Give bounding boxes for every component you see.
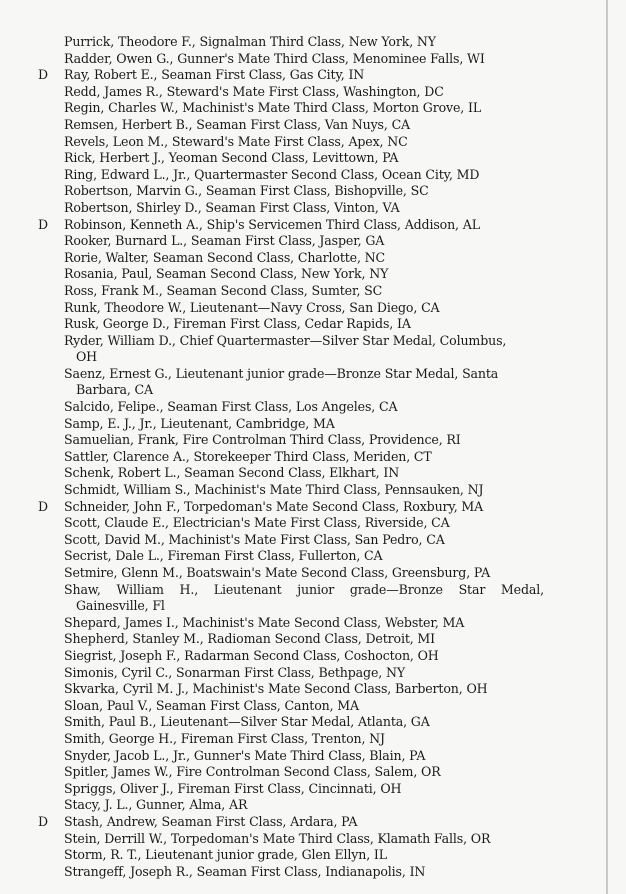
roster-entry-continuation: Barbara, CA	[76, 382, 153, 398]
roster-entry-text: Rusk, George D., Fireman First Class, Cedar Rapids, IA	[64, 316, 411, 332]
roster-entry	[0, 465, 600, 482]
roster-entry	[0, 283, 600, 300]
roster-entry-continuation: Gainesville, Fl	[76, 598, 165, 614]
roster-entry	[0, 266, 600, 283]
roster-entry-text: Rick, Herbert J., Yeoman Second Class, Levittown, PA	[64, 150, 399, 166]
roster-entry-text: Sloan, Paul V., Seaman First Class, Canton, MA	[64, 697, 359, 713]
page-edge-rule	[606, 0, 608, 894]
roster-entry-text: Smith, George H., Fireman First Class, Trenton, NJ	[64, 730, 385, 746]
deceased-marker: D	[38, 216, 48, 232]
roster-entry	[0, 84, 600, 101]
roster-entry-text: Spitler, James W., Fire Controlman Second Class, Salem, OR	[64, 764, 441, 780]
roster-entry-text: Salcido, Felipe., Seaman First Class, Los Angeles, CA	[64, 399, 398, 415]
roster-entry-text: Samuelian, Frank, Fire Controlman Third Class, Providence, RI	[64, 432, 461, 448]
roster-entry	[0, 648, 600, 665]
roster-entry-text: Robertson, Marvin G., Seaman First Class, Bishopville, SC	[64, 183, 429, 199]
roster-entry-text: Scott, David M., Machinist's Mate First Class, San Pedro, CA	[64, 531, 445, 547]
roster-entry-text: Stein, Derrill W., Torpedoman's Mate Third Class, Klamath Falls, OR	[64, 830, 491, 846]
roster-entry-text: Rorie, Walter, Seaman Second Class, Charlotte, NC	[64, 249, 386, 265]
roster-entry-text: Shaw, William H., Lieutenant junior grade—Bronze Star Medal,	[64, 581, 544, 597]
deceased-marker: D	[38, 67, 48, 83]
roster-entry-text: Shepard, James I., Machinist's Mate Second Class, Webster, MA	[64, 614, 465, 630]
roster-entry-text: Saenz, Ernest G., Lieutenant junior grade—Bronze Star Medal, Santa	[64, 365, 499, 381]
roster-entry-text: Rooker, Burnard L., Seaman First Class, Jasper, GA	[64, 233, 385, 249]
roster-entry	[0, 565, 600, 582]
roster-entry	[0, 797, 600, 814]
deceased-marker: D	[38, 813, 48, 829]
roster-entry-continuation: OH	[76, 349, 98, 365]
roster-entry-text: Siegrist, Joseph F., Radarman Second Class, Coshocton, OH	[64, 647, 439, 663]
roster-entry-text: Ross, Frank M., Seaman Second Class, Sumter, SC	[64, 282, 383, 298]
roster-entry-text: Purrick, Theodore F., Signalman Third Class, New York, NY	[64, 34, 436, 49]
roster-entry	[0, 631, 600, 648]
roster-entry	[0, 582, 600, 615]
crew-roster-list	[0, 34, 600, 880]
roster-entry-text: Robinson, Kenneth A., Ship's Servicemen Third Class, Addison, AL	[64, 216, 480, 232]
roster-entry-text: Shepherd, Stanley M., Radioman Second Class, Detroit, MI	[64, 631, 436, 647]
roster-entry	[0, 432, 600, 449]
roster-entry	[0, 714, 600, 731]
roster-entry-text: Ryder, William D., Chief Quartermaster—Silver Star Medal, Columbus,	[64, 332, 507, 348]
roster-entry	[0, 150, 600, 167]
roster-entry-text: Revels, Leon M., Steward's Mate First Class, Apex, NC	[64, 133, 408, 149]
roster-entry	[0, 200, 600, 217]
roster-entry	[0, 781, 600, 798]
roster-entry-text: Runk, Theodore W., Lieutenant—Navy Cross, San Diego, CA	[64, 299, 440, 315]
roster-entry	[0, 300, 600, 317]
roster-entry	[0, 831, 600, 848]
roster-entry-text: Simonis, Cyril C., Sonarman First Class, Bethpage, NY	[64, 664, 405, 680]
roster-entry	[0, 548, 600, 565]
roster-entry-text: Stash, Andrew, Seaman First Class, Ardara, PA	[64, 813, 358, 829]
roster-entry	[0, 515, 600, 532]
roster-entry	[0, 416, 600, 433]
roster-entry-text: Remsen, Herbert B., Seaman First Class, Van Nuys, CA	[64, 116, 411, 132]
roster-entry-text: Radder, Owen G., Gunner's Mate Third Class, Menominee Falls, WI	[64, 50, 485, 66]
roster-entry-text: Strangeff, Joseph R., Seaman First Class, Indianapolis, IN	[64, 863, 426, 879]
roster-entry-text: Spriggs, Oliver J., Fireman First Class, Cincinnati, OH	[64, 780, 402, 796]
roster-entry	[0, 499, 600, 516]
roster-entry	[0, 482, 600, 499]
roster-entry-text: Samp, E. J., Jr., Lieutenant, Cambridge, MA	[64, 415, 335, 431]
roster-entry	[0, 67, 600, 84]
roster-entry	[0, 764, 600, 781]
roster-entry	[0, 399, 600, 416]
roster-entry-text: Ring, Edward L., Jr., Quartermaster Second Class, Ocean City, MD	[64, 166, 480, 182]
roster-entry-text: Sattler, Clarence A., Storekeeper Third Class, Meriden, CT	[64, 448, 432, 464]
deceased-marker: D	[38, 498, 48, 514]
roster-entry	[0, 366, 600, 399]
roster-entry-text: Snyder, Jacob L., Jr., Gunner's Mate Third Class, Blain, PA	[64, 747, 426, 763]
roster-entry-text: Schenk, Robert L., Seaman Second Class, Elkhart, IN	[64, 465, 400, 481]
roster-entry-text: Smith, Paul B., Lieutenant—Silver Star Medal, Atlanta, GA	[64, 714, 430, 730]
roster-entry-text: Schneider, John F., Torpedoman's Mate Second Class, Roxbury, MA	[64, 498, 484, 514]
roster-entry	[0, 316, 600, 333]
roster-entry	[0, 748, 600, 765]
roster-entry-text: Regin, Charles W., Machinist's Mate Third Class, Morton Grove, IL	[64, 100, 482, 116]
roster-entry	[0, 615, 600, 632]
roster-entry-text: Secrist, Dale L., Fireman First Class, Fullerton, CA	[64, 548, 383, 564]
roster-entry	[0, 681, 600, 698]
roster-entry	[0, 100, 600, 117]
roster-entry	[0, 167, 600, 184]
roster-entry-text: Skvarka, Cyril M. J., Machinist's Mate Second Class, Barberton, OH	[64, 681, 488, 697]
roster-entry-text: Redd, James R., Steward's Mate First Class, Washington, DC	[64, 83, 444, 99]
roster-entry-text: Rosania, Paul, Seaman Second Class, New York, NY	[64, 266, 389, 282]
roster-entry	[0, 134, 600, 151]
roster-entry	[0, 117, 600, 134]
roster-entry	[0, 532, 600, 549]
roster-entry-text: Setmire, Glenn M., Boatswain's Mate Second Class, Greensburg, PA	[64, 565, 491, 580]
roster-entry	[0, 250, 600, 267]
roster-entry	[0, 698, 600, 715]
roster-entry	[0, 814, 600, 831]
roster-entry	[0, 233, 600, 250]
roster-entry	[0, 217, 600, 234]
roster-entry-text: Ray, Robert E., Seaman First Class, Gas City, IN	[64, 67, 365, 83]
roster-entry	[0, 665, 600, 682]
roster-entry	[0, 449, 600, 466]
roster-entry	[0, 34, 600, 51]
roster-entry-text: Schmidt, William S., Machinist's Mate Third Class, Pennsauken, NJ	[64, 482, 484, 498]
roster-entry	[0, 183, 600, 200]
roster-entry-text: Storm, R. T., Lieutenant junior grade, Glen Ellyn, IL	[64, 847, 387, 863]
roster-entry	[0, 847, 600, 864]
roster-entry	[0, 333, 600, 366]
roster-entry-text: Robertson, Shirley D., Seaman First Class, Vinton, VA	[64, 199, 400, 215]
roster-entry	[0, 731, 600, 748]
roster-entry-text: Scott, Claude E., Electrician's Mate First Class, Riverside, CA	[64, 515, 450, 531]
roster-entry-text: Stacy, J. L., Gunner, Alma, AR	[64, 797, 248, 813]
roster-entry	[0, 51, 600, 68]
roster-entry	[0, 864, 600, 881]
